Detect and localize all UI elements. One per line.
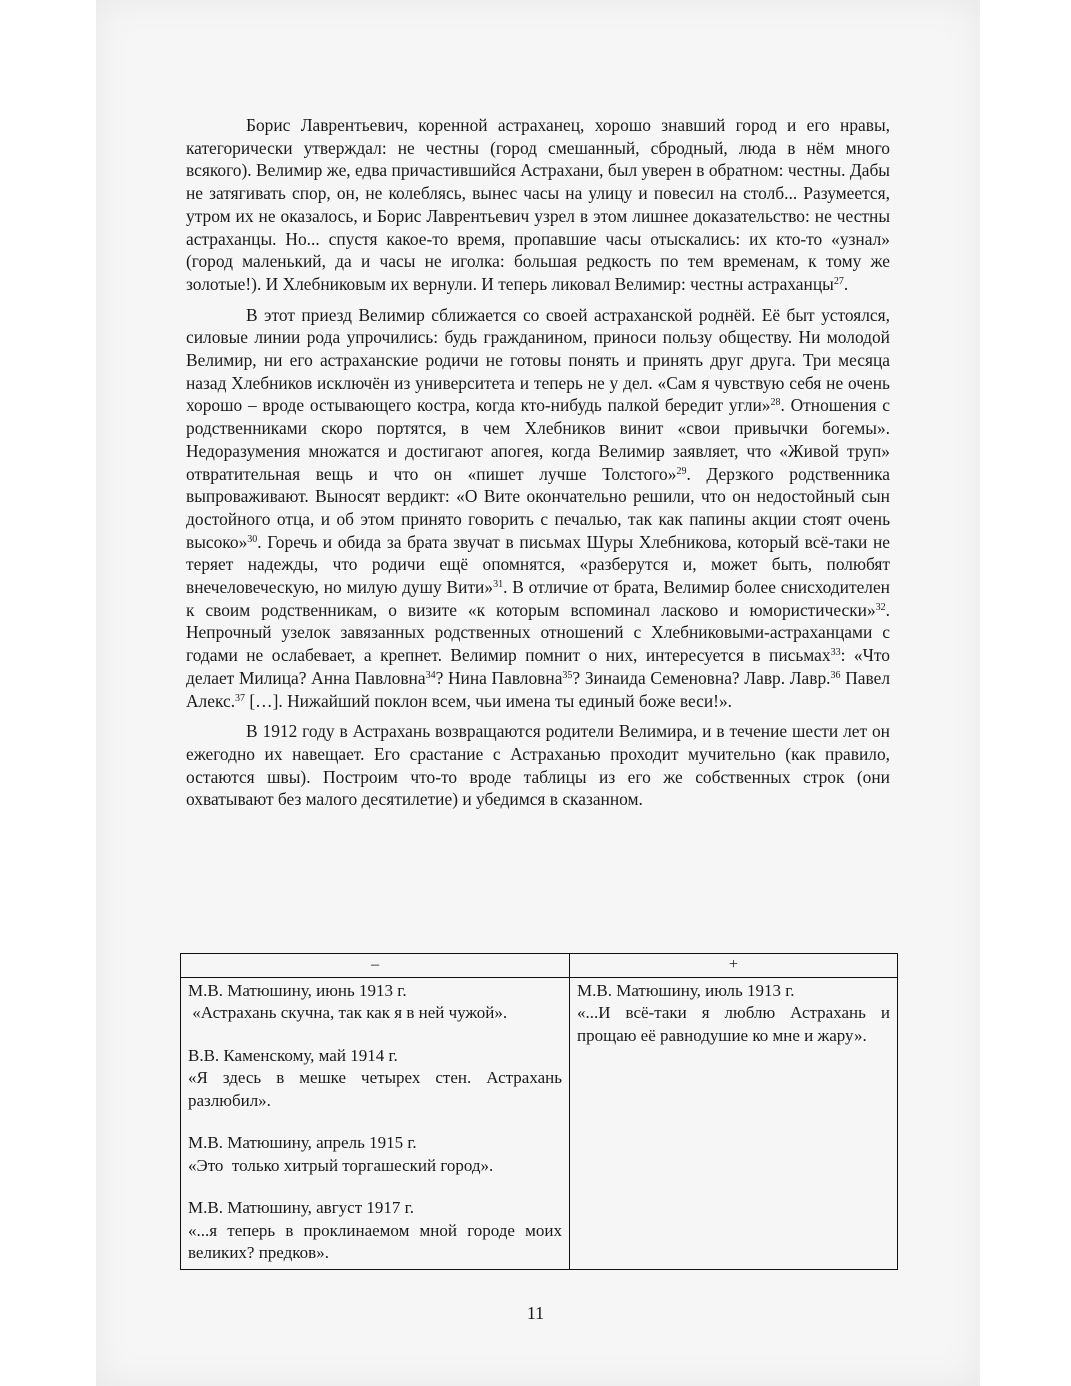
letter-quote: «Я здесь в мешке четырех стен. Астрахань разлюбил». bbox=[188, 1068, 562, 1110]
letter-addressee: М.В. Матюшину, июнь 1913 г. bbox=[188, 980, 407, 1000]
text-run: . В отличие от брата, Велимир более снисходителен к своим родственникам, о визите «к которым вспоминал ласково и юмористически» bbox=[186, 577, 890, 620]
text-run: ? Зинаида Семеновна? Лавр. Лавр. bbox=[572, 667, 831, 688]
footnote-ref[interactable]: 34 bbox=[425, 669, 436, 681]
text-run: . Непрочный узелок завязанных родственных отношений с Хлебниковыми-астраханцами с годами не ослабевает, а крепнет. Велимир помнит о них, интересуется в письмах bbox=[186, 599, 890, 666]
text-run: . Отношения с родственниками скоро портятся, в чем Хлебников винит «свои привычки богемы». Недоразумения множатся и достигают апогея, когда Велимир заявляет, что «Живой труп» отвратительная вещь и что он «пишет лучше Толстого» bbox=[186, 395, 890, 484]
letter-addressee: М.В. Матюшину, июль 1913 г. bbox=[577, 980, 795, 1000]
letter-entry bbox=[188, 1197, 562, 1265]
page-number: 11 bbox=[526, 1303, 545, 1323]
paragraph-1 bbox=[186, 114, 890, 296]
footnote-ref[interactable]: 37 bbox=[235, 692, 246, 704]
minus-column-cell bbox=[181, 977, 570, 1269]
text-run: . Горечь и обида за брата звучат в письмах Шуры Хлебникова, который всё-таки не теряет надежды, что родичи ещё опомнятся, «разберутся и, может быть, полюбят внечеловеческую, но милую душу Вити» bbox=[186, 531, 890, 598]
footnote-ref[interactable]: 32 bbox=[875, 601, 886, 613]
letter-entry bbox=[188, 980, 562, 1025]
text-run: […]. Нижайший поклон всем, чьи имена ты единый боже веси!». bbox=[245, 690, 733, 711]
text-run: . bbox=[843, 273, 849, 294]
footnote-ref[interactable]: 29 bbox=[676, 465, 687, 477]
footnote-ref[interactable]: 28 bbox=[770, 397, 781, 409]
text-run: . Дерзкого родственника выпроваживают. Выносят вердикт: «О Вите окончательно решили, что он недостойный сын достойного отца, и об этом принято говорить с печалью, так как папины акции стоят очень высоко» bbox=[186, 463, 890, 552]
table-header-row bbox=[181, 954, 898, 978]
footnote-ref[interactable]: 30 bbox=[247, 533, 258, 545]
comparison-table bbox=[180, 953, 898, 1270]
letter-quote: «...И всё-таки я люблю Астрахань и прощаю её равнодушие ко мне и жару». bbox=[577, 1003, 890, 1045]
text-run: Павел Алекс. bbox=[186, 667, 890, 711]
plus-column-cell bbox=[570, 977, 898, 1269]
plus-column-header: + bbox=[570, 954, 898, 978]
footnote-ref[interactable]: 27 bbox=[833, 275, 844, 287]
paragraph-2 bbox=[186, 304, 890, 713]
text-run: ? Нина Павловна bbox=[435, 667, 563, 688]
table-row bbox=[181, 977, 898, 1269]
letter-addressee: М.В. Матюшину, август 1917 г. bbox=[188, 1198, 414, 1217]
footnote-ref[interactable]: 33 bbox=[830, 647, 841, 659]
paragraph-3 bbox=[186, 720, 890, 811]
minus-column-header: – bbox=[181, 954, 570, 978]
text-run: : «Что делает Милица? Анна Павловна bbox=[186, 645, 890, 688]
text-run: Борис Лаврентьевич, коренной астраханец, хорошо знавший город и его нравы, категорически утверждал: не честны (город смешанный, сбродный, люда в нём много всякого). Велимир же, едва причастившийся Астрахани, был уверен в обратном: честны. Дабы не затягивать спор, он, не колеблясь, вынес часы на улицу и повесил на столб... Разумеется, утром их не оказалось, и Борис Лаврентьевич узрел в этом лишнее доказательство: не честны астраханцы. Но... спустя какое-то время, пропавшие часы отыскались: их кто-то «узнал» (город маленький, да и часы не иголка: большая редкость по тем временам, к тому же золотые!). И Хлебниковым их вернули. И теперь ликовал Велимир: честны астраханцы bbox=[186, 115, 890, 294]
letter-entry bbox=[188, 1132, 562, 1177]
footnote-ref[interactable]: 36 bbox=[830, 669, 841, 681]
letter-entry bbox=[188, 1045, 562, 1113]
letter-addressee: В.В. Каменскому, май 1914 г. bbox=[188, 1045, 398, 1065]
footnote-ref[interactable]: 35 bbox=[562, 669, 573, 681]
letter-entry bbox=[577, 980, 890, 1048]
body-text bbox=[186, 114, 890, 819]
text-run: В этот приезд Велимир сближается со своей астраханской роднёй. Её быт устоялся, силовые линии рода упрочились: будь гражданином, приноси пользу обществу. Ни молодой Велимир, ни его астраханские родичи не готовы понять и принять друг друга. Три месяца назад Хлебников исключён из университета и теперь не у дел. «Сам я чувствую себя не очень хорошо – вроде остывающего костра, когда кто-нибудь палкой бередит угли» bbox=[186, 304, 890, 416]
text-run: В 1912 году в Астрахань возвращаются родители Велимира, и в течение шести лет он ежегодно их навещает. Его срастание с Астраханью проходит мучительно (как правило, остаются швы). Построим что-то вроде таблицы из его же собственных строк (они охватывают без малого десятилетие) и убедимся в сказанном. bbox=[186, 721, 890, 810]
letter-addressee: М.В. Матюшину, апрель 1915 г. bbox=[188, 1133, 417, 1152]
letter-quote: «Это только хитрый торгашеский город». bbox=[188, 1155, 494, 1175]
letter-quote: «...я теперь в проклинаемом мной городе моих великих? предков». bbox=[188, 1220, 562, 1262]
footnote-ref[interactable]: 31 bbox=[493, 579, 504, 591]
letter-quote: «Астрахань скучна, так как я в ней чужой». bbox=[188, 1003, 508, 1022]
